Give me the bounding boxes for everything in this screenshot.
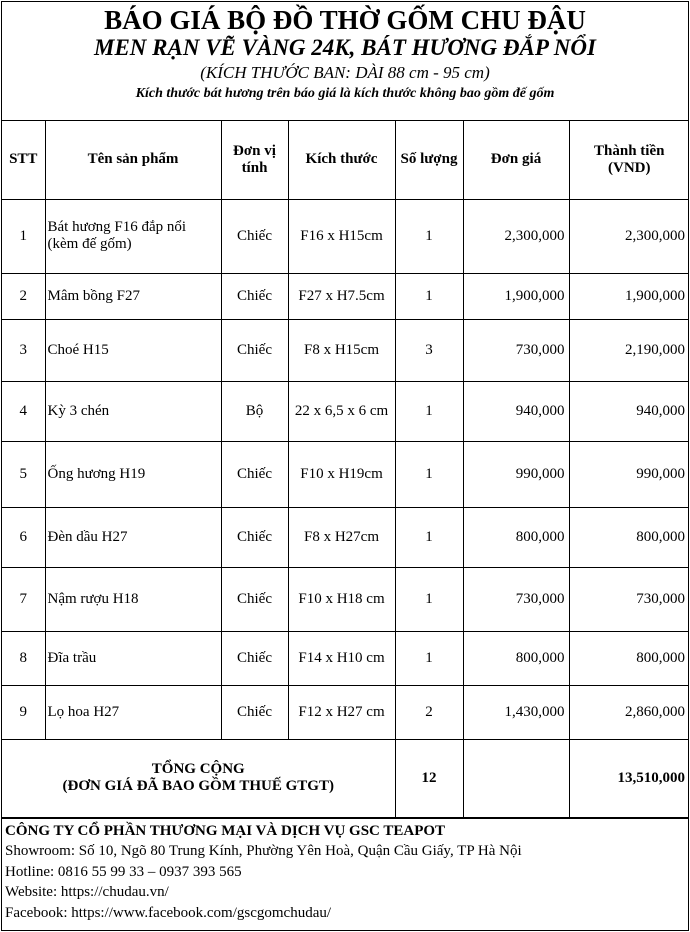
row-line-total: 940,000 (569, 381, 689, 441)
row-product-name: Ống hương H19 (45, 441, 221, 507)
row-quantity: 1 (395, 381, 463, 441)
company-name: CÔNG TY CỔ PHẦN THƯƠNG MẠI VÀ DỊCH VỤ GSC TEAPOT (5, 822, 446, 839)
total-label: TỔNG CỘNG (151, 761, 245, 777)
row-size: F16 x H15cm (288, 199, 395, 273)
table-row (2, 319, 689, 381)
table-row (2, 631, 689, 685)
total-empty-cell (463, 739, 569, 817)
row-product-name: Đĩa trầu (45, 631, 221, 685)
row-size: F10 x H18 cm (288, 567, 395, 631)
table-row (2, 199, 689, 273)
row-unit: Chiếc (221, 199, 288, 273)
table-header-row (2, 121, 689, 199)
row-unit-price: 1,430,000 (463, 685, 569, 739)
row-line-total: 1,900,000 (569, 273, 689, 319)
row-product-name: Nậm rượu H18 (45, 567, 221, 631)
table-row (2, 685, 689, 739)
size-disclaimer: Kích thước bát hương trên báo giá là kích thước không bao gồm đế gốm (135, 86, 555, 101)
company-info (2, 818, 688, 924)
table-row (2, 507, 689, 567)
table-row (2, 273, 689, 319)
row-unit: Chiếc (221, 273, 288, 319)
row-quantity: 1 (395, 199, 463, 273)
row-line-total: 2,860,000 (569, 685, 689, 739)
col-header-stt: STT (2, 121, 45, 199)
vat-note: (ĐƠN GIÁ ĐÃ BAO GỒM THUẾ GTGT) (62, 778, 334, 794)
row-stt: 3 (2, 319, 45, 381)
row-unit-price: 1,900,000 (463, 273, 569, 319)
row-unit: Chiếc (221, 685, 288, 739)
website-link[interactable]: Website: https://chudau.vn/ (5, 884, 169, 900)
row-unit-price: 990,000 (463, 441, 569, 507)
col-header-size: Kích thước (288, 121, 395, 199)
row-stt: 9 (2, 685, 45, 739)
row-unit: Chiếc (221, 441, 288, 507)
showroom-address: Showroom: Số 10, Ngõ 80 Trung Kính, Phường Yên Hoà, Quận Cầu Giấy, TP Hà Nội (5, 843, 522, 859)
row-unit: Bộ (221, 381, 288, 441)
row-product-name: Mâm bồng F27 (45, 273, 221, 319)
row-size: F8 x H15cm (288, 319, 395, 381)
quote-subtitle: MEN RẠN VẼ VÀNG 24K, BÁT HƯƠNG ĐẮP NỔI (94, 35, 596, 60)
total-label-cell (2, 739, 395, 817)
row-quantity: 3 (395, 319, 463, 381)
grand-total: 13,510,000 (569, 739, 689, 817)
row-quantity: 1 (395, 507, 463, 567)
col-header-qty: Số lượng (395, 121, 463, 199)
quote-header (2, 2, 688, 121)
row-unit: Chiếc (221, 631, 288, 685)
col-header-unit: Đơn vị tính (221, 121, 288, 199)
row-stt: 4 (2, 381, 45, 441)
row-size: F10 x H19cm (288, 441, 395, 507)
row-unit: Chiếc (221, 507, 288, 567)
row-unit-price: 730,000 (463, 319, 569, 381)
row-stt: 7 (2, 567, 45, 631)
row-size: F27 x H7.5cm (288, 273, 395, 319)
row-line-total: 730,000 (569, 567, 689, 631)
row-size: F14 x H10 cm (288, 631, 395, 685)
row-unit-price: 800,000 (463, 631, 569, 685)
row-size: F8 x H27cm (288, 507, 395, 567)
hotline: Hotline: 0816 55 99 33 – 0937 393 565 (5, 863, 242, 880)
row-unit: Chiếc (221, 567, 288, 631)
row-unit-price: 940,000 (463, 381, 569, 441)
row-stt: 6 (2, 507, 45, 567)
row-product-name: Choé H15 (45, 319, 221, 381)
row-unit: Chiếc (221, 319, 288, 381)
row-stt: 1 (2, 199, 45, 273)
row-product-name: Bát hương F16 đắp nổi (kèm đế gốm) (45, 199, 221, 273)
row-product-name: Kỳ 3 chén (45, 381, 221, 441)
row-unit-price: 730,000 (463, 567, 569, 631)
row-product-name: Đèn dầu H27 (45, 507, 221, 567)
table-row (2, 567, 689, 631)
row-size: F12 x H27 cm (288, 685, 395, 739)
row-unit-price: 2,300,000 (463, 199, 569, 273)
row-line-total: 800,000 (569, 631, 689, 685)
row-quantity: 1 (395, 273, 463, 319)
row-unit-price: 800,000 (463, 507, 569, 567)
row-line-total: 800,000 (569, 507, 689, 567)
quote-title: BÁO GIÁ BỘ ĐỒ THỜ GỐM CHU ĐẬU (104, 5, 586, 35)
total-row (2, 739, 689, 817)
col-header-name: Tên sản phẩm (45, 121, 221, 199)
row-size: 22 x 6,5 x 6 cm (288, 381, 395, 441)
table-row (2, 441, 689, 507)
row-quantity: 1 (395, 441, 463, 507)
row-stt: 8 (2, 631, 45, 685)
facebook-link[interactable]: Facebook: https://www.facebook.com/gscgomchudau/ (5, 904, 332, 921)
col-header-price: Đơn giá (463, 121, 569, 199)
row-stt: 5 (2, 441, 45, 507)
row-stt: 2 (2, 273, 45, 319)
row-product-name: Lọ hoa H27 (45, 685, 221, 739)
row-line-total: 2,300,000 (569, 199, 689, 273)
row-quantity: 1 (395, 631, 463, 685)
row-quantity: 2 (395, 685, 463, 739)
size-note: (KÍCH THƯỚC BAN: DÀI 88 cm - 95 cm) (200, 63, 490, 82)
col-header-total: Thành tiền (VND) (569, 121, 689, 199)
table-row (2, 381, 689, 441)
row-line-total: 2,190,000 (569, 319, 689, 381)
price-quote-sheet (1, 1, 689, 931)
total-quantity: 12 (395, 739, 463, 817)
price-table (2, 121, 689, 818)
row-line-total: 990,000 (569, 441, 689, 507)
row-quantity: 1 (395, 567, 463, 631)
